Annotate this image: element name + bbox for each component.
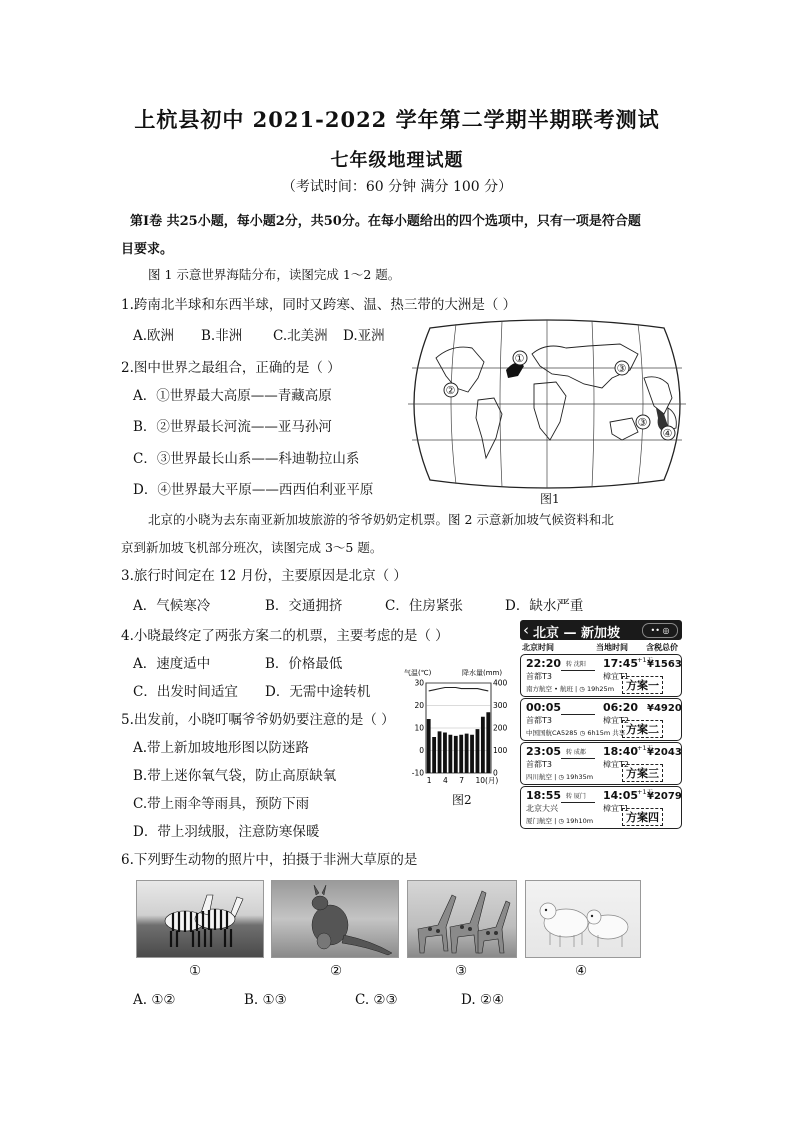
flight-1-dep-time: 22:20 (526, 657, 562, 670)
q5-option-c: C.带上雨伞等雨具，预防下雨 (133, 796, 310, 812)
month-tick-label: 1 (426, 776, 432, 785)
month-tick-label: 10(月) (475, 776, 499, 785)
flight-4-arrow (561, 802, 595, 803)
flight-3-arr-time: 18:40 (603, 745, 639, 758)
q4-option-d: D．无需中途转机 (265, 684, 371, 700)
photo-label-2: ② (330, 963, 343, 979)
flight-card-3[interactable] (520, 742, 682, 785)
flight-2-price: ¥4920 (647, 703, 682, 714)
flight-3-plus-day: +1天 (637, 744, 654, 752)
flight-card-4[interactable] (520, 786, 682, 829)
precip-bar (448, 735, 452, 773)
giraffe-photo (407, 880, 517, 958)
flight-4-airline: 厦门航空 | ◷ 19h10m (526, 817, 594, 825)
temp-tick-label: -10 (411, 768, 424, 778)
q4-option-a: A．速度适中 (133, 656, 211, 672)
q5-option-b: B.带上迷你氧气袋，防止高原缺氧 (133, 768, 337, 784)
zebra-photo (136, 880, 264, 958)
flight-2-arr-time: 06:20 (603, 701, 639, 714)
flight-3-airline: 四川航空 | ◷ 19h35m (526, 773, 594, 781)
flight-2-dep-airport: 首都T3 (526, 716, 552, 725)
flight-1-arr-time: 17:45 (603, 657, 639, 670)
photo-label-1: ① (189, 963, 202, 979)
precip-bar (465, 734, 469, 773)
flight-3-plan-label: 方案三 (622, 764, 663, 782)
precip-bar (443, 733, 447, 774)
q6-option-d: D. ②④ (461, 992, 505, 1008)
flight-4-via: 转 厦门 (566, 793, 586, 800)
temp-tick-label: 10 (414, 723, 424, 733)
photo-label-4: ④ (575, 963, 588, 979)
flight-1-dep-airport: 首都T3 (526, 672, 552, 681)
flight-3-arr-airport: 樟宜T2 (603, 760, 629, 769)
flight-4-plan-label: 方案四 (622, 808, 663, 826)
map-marker-2: ② (445, 384, 456, 397)
q3-option-c: C．住房紧张 (385, 598, 463, 614)
precip-bar (438, 731, 442, 773)
flight-1-via: 转 沈阳 (566, 661, 586, 668)
q4-option-c: C．出发时间适宜 (133, 684, 238, 700)
flight-3-dep-airport: 首都T3 (526, 760, 552, 769)
flight-card-1[interactable] (520, 654, 682, 697)
exam-title: 上杭县初中 2021-2022 学年第二学期半期联考测试 (134, 107, 660, 132)
precip-bar (486, 712, 490, 773)
group2-intro-line1: 北京的小晓为去东南亚新加坡旅游的爷爷奶奶定机票。图 2 示意新加坡气候资料和北 (148, 512, 614, 527)
flight-panel (520, 620, 682, 832)
back-icon[interactable]: ‹ (523, 621, 529, 639)
flight-3-arrow (561, 758, 595, 759)
precip-bar (470, 735, 474, 773)
flight-2-arrow (561, 714, 595, 715)
flight-3-via: 转 成都 (566, 749, 586, 756)
flight-4-dep-time: 18:55 (526, 789, 562, 802)
temp-tick-label: 20 (414, 701, 424, 710)
q3-option-a: A．气候寒冷 (133, 598, 211, 614)
kangaroo-photo (271, 880, 399, 958)
exam-subtitle: 七年级地理试题 (330, 150, 464, 171)
flight-1-plan-label: 方案一 (622, 676, 663, 694)
q1-option-c: C.北美洲 (273, 328, 328, 344)
flight-3-dep-time: 23:05 (526, 745, 562, 758)
precip-tick-label: 200 (493, 723, 508, 733)
q1-option-a: A.欧洲 (133, 328, 175, 344)
precip-tick-label: 300 (493, 701, 508, 710)
q6-option-a: A. ①② (133, 992, 176, 1008)
q3-option-b: B．交通拥挤 (265, 598, 343, 614)
climate-chart (404, 666, 516, 792)
temp-tick-label: 30 (414, 678, 424, 688)
svg-text:③: ③ (637, 416, 648, 429)
col-header-local-time: 当地时间 (596, 643, 628, 652)
q2-stem: 2.图中世界之最组合，正确的是（ ） (121, 360, 341, 376)
group1-intro: 图 1 示意世界海陆分布，读图完成 1～2 题。 (148, 267, 401, 282)
precip-bar (476, 729, 480, 773)
flight-1-arr-airport: 樟宜T1 (603, 672, 629, 681)
figure2-caption: 图2 (452, 793, 472, 807)
map-marker-1: ① (514, 352, 525, 365)
flight-4-plus-day: +1天 (637, 788, 654, 796)
precip-axis-label: 降水量(mm) (462, 669, 503, 677)
col-header-price: 含税总价 (646, 643, 678, 652)
precip-bar (454, 736, 458, 773)
exam-info: （考试时间：60 分钟 满分 100 分） (281, 179, 513, 195)
flight-header-bar (520, 620, 682, 640)
flight-1-airline: 南方航空 • 航班 | ◷ 19h25m (526, 685, 615, 693)
q6-option-b: B. ①③ (244, 992, 287, 1008)
flight-card-2[interactable] (520, 698, 682, 741)
q5-option-d: D．带上羽绒服，注意防寒保暖 (133, 824, 320, 840)
flight-4-arr-time: 14:05 (603, 789, 639, 802)
section-instruction-2: 目要求。 (121, 242, 174, 257)
flight-2-plan-label: 方案二 (622, 720, 663, 738)
precip-bar (432, 737, 436, 773)
flight-route-title: 北京 — 新加坡 (533, 626, 621, 641)
flight-4-dep-airport: 北京大兴 (526, 804, 558, 813)
world-map-figure (406, 318, 688, 490)
flight-2-dep-time: 00:05 (526, 701, 562, 714)
precip-tick-label: 100 (493, 746, 508, 755)
photo-label-3: ③ (455, 963, 468, 979)
q6-option-c: C. ②③ (355, 992, 398, 1008)
q1-stem: 1.跨南北半球和东西半球，同时又跨寒、温、热三带的大洲是（ ） (121, 297, 517, 313)
map-marker-3: ③ (616, 362, 627, 375)
q2-option-a: A．①世界最大高原——青藏高原 (133, 388, 332, 404)
q6-stem: 6.下列野生动物的照片中，拍摄于非洲大草原的是 (121, 852, 418, 868)
precip-bar (459, 735, 463, 773)
precip-tick-label: 0 (493, 768, 498, 778)
q3-stem: 3.旅行时间定在 12 月份，主要原因是北京（ ） (121, 568, 407, 584)
precip-tick-label: 400 (493, 678, 508, 688)
menu-capsule-icon[interactable]: •• ◎ (642, 623, 678, 638)
figure1-caption: 图1 (540, 492, 560, 506)
q3-option-d: D．缺水严重 (505, 598, 584, 614)
flight-4-price: ¥2079 (647, 791, 682, 802)
flight-4-arr-airport: 樟宜T1 (603, 804, 629, 813)
flight-3-price: ¥2043 (647, 747, 682, 758)
flight-2-arr-airport: 樟宜T2 (603, 716, 629, 725)
month-tick-label: 7 (459, 776, 464, 785)
q2-option-d: D．④世界最大平原——西西伯利亚平原 (133, 482, 374, 498)
q2-option-b: B．②世界最长河流——亚马孙河 (133, 419, 332, 435)
temp-axis-label: 气温(℃) (404, 669, 432, 677)
precip-bar (481, 717, 485, 773)
col-header-beijing-time: 北京时间 (522, 643, 554, 652)
group2-intro-line2: 京到新加坡飞机部分班次，读图完成 3～5 题。 (121, 540, 383, 555)
q5-stem: 5.出发前，小晓叮嘱爷爷奶奶要注意的是（ ） (121, 712, 395, 728)
flight-2-airline: 中国国航CA5285 ◷ 6h15m 共享 (526, 729, 626, 737)
section-instruction-1: 第Ⅰ卷 共25小题，每小题2分，共50分。在每小题给出的四个选项中，只有一项是符合题 (130, 214, 641, 229)
q1-option-b: B.非洲 (201, 328, 243, 344)
q4-option-b: B．价格最低 (265, 656, 343, 672)
flight-1-plus-day: +1天 (637, 656, 654, 664)
temperature-line (429, 688, 489, 691)
month-tick-label: 4 (442, 776, 448, 785)
polar-bear-photo (525, 880, 641, 958)
flight-1-arrow (561, 670, 595, 671)
q1-option-d: D.亚洲 (343, 328, 385, 344)
temp-tick-label: 0 (419, 746, 424, 755)
q4-stem: 4.小晓最终定了两张方案二的机票，主要考虑的是（ ） (121, 628, 449, 644)
precip-bar (427, 719, 431, 773)
q5-option-a: A.带上新加坡地形图以防迷路 (133, 740, 310, 756)
map-marker-4: ④ (662, 427, 673, 440)
q2-option-c: C．③世界最长山系——科迪勒拉山系 (133, 451, 360, 467)
flight-1-price: ¥1563 (647, 659, 682, 670)
